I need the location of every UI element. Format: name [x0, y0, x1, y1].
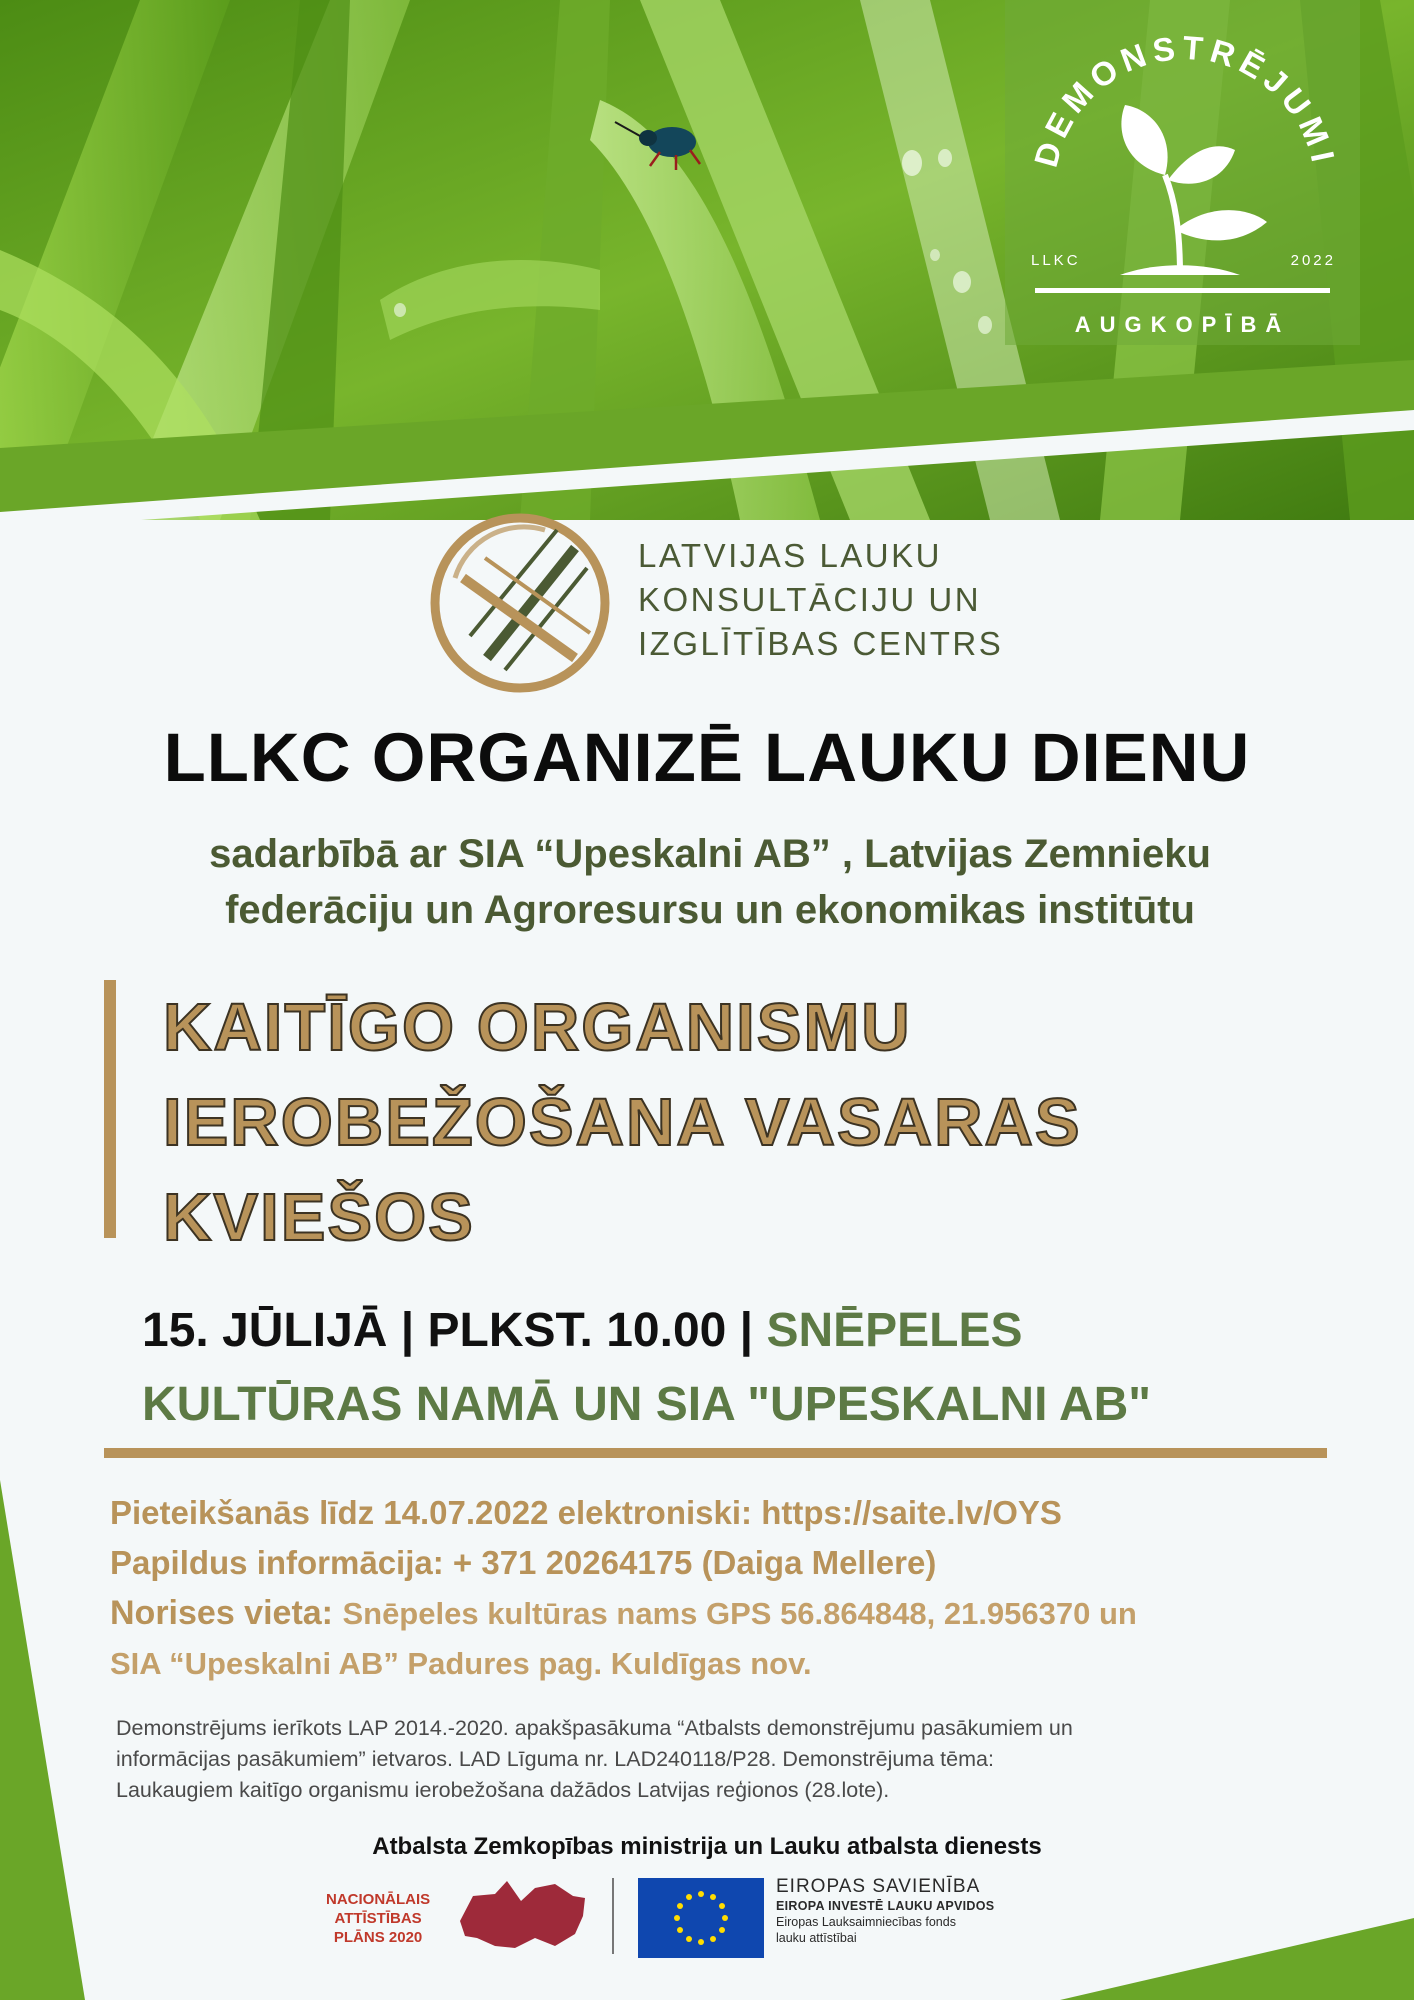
topic-line-3: KVIEŠOS [163, 1180, 475, 1255]
footer-logos [320, 1872, 1080, 1962]
badge-arc-text: DEMONSTRĒJUMI [1026, 28, 1343, 171]
fine-print-line-3: Laukaugiem kaitīgo organismu ierobežošana dažādos Latvijas reģionos (28.lote). [116, 1778, 890, 1802]
fine-print-line-1: Demonstrējums ierīkots LAP 2014.-2020. apakšpasākuma “Atbalsts demonstrējumu pasākumiem un [116, 1716, 1073, 1740]
event-place-1: SNĒPELES [766, 1304, 1023, 1357]
topic-line-2: IEROBEŽOŠANA VASARAS [163, 1085, 1082, 1160]
llkc-logo [425, 508, 1004, 698]
badge-subtitle: AUGKOPĪBĀ [1074, 312, 1291, 337]
venue-value: Snēpeles kultūras nams GPS 56.864848, 21.956370 un [342, 1596, 1137, 1631]
badge-llkc: LLKC [1031, 252, 1081, 269]
latvia-map-icon [455, 1876, 590, 1956]
nap-line-1: NACIONĀLAIS [326, 1891, 431, 1908]
logo-line-3: IZGLĪTĪBAS CENTRS [638, 625, 1004, 662]
nap-2020-logo [326, 1890, 430, 1947]
eu-line-1: EIROPA INVESTĒ LAUKU APVIDOS [776, 1899, 995, 1913]
topic-line-1: KAITĪGO ORGANISMU [163, 990, 912, 1065]
eu-fund-text [776, 1876, 994, 1946]
nap-line-2: ATTĪSTĪBAS [334, 1910, 422, 1927]
llkc-emblem-icon [425, 508, 615, 698]
eu-flag-icon [638, 1878, 764, 1958]
subheadline-line-2: federāciju un Agroresursu un ekonomikas institūtu [225, 888, 1195, 932]
fine-print [116, 1713, 1326, 1806]
logo-line-2: KONSULTĀCIJU UN [638, 581, 982, 618]
svg-text:DEMONSTRĒJUMI [1027, 29, 1343, 171]
venue-line-2: SIA “Upeskalni AB” Padures pag. Kuldīgas nov. [110, 1646, 812, 1681]
event-date-place [142, 1294, 1342, 1442]
section-divider [104, 1448, 1327, 1458]
contact-info: Papildus informācija: + 371 20264175 (Daiga Mellere) [110, 1544, 937, 1581]
logo-separator [612, 1878, 614, 1954]
eu-line-2: Eiropas Lauksaimniecības fonds [776, 1915, 956, 1929]
subheadline [60, 826, 1360, 938]
venue-label: Norises vieta: [110, 1594, 343, 1632]
event-place-2: KULTŪRAS NAMĀ UN SIA "UPESKALNI AB" [142, 1378, 1152, 1431]
fine-print-line-2: informācijas pasākumiem” ietvaros. LAD Līguma nr. LAD240118/P28. Demonstrējuma tēma: [116, 1747, 994, 1771]
subheadline-line-1: sadarbībā ar SIA “Upeskalni AB” , Latvijas Zemnieku [209, 832, 1211, 876]
registration-info[interactable]: Pieteikšanās līdz 14.07.2022 elektroniski: https://saite.lv/OYS [110, 1494, 1062, 1531]
badge-year: 2022 [1290, 252, 1336, 269]
eu-line-3: lauku attīstībai [776, 1931, 857, 1945]
demonstrejumi-badge [1005, 0, 1360, 345]
support-line: Atbalsta Zemkopības ministrija un Lauku atbalsta dienests [372, 1833, 1042, 1860]
eu-title: EIROPAS SAVIENĪBA [776, 1876, 981, 1897]
topic-accent-bar [104, 980, 116, 1238]
sprout-icon [1120, 105, 1267, 275]
event-info [110, 1488, 1330, 1689]
nap-line-3: PLĀNS 2020 [333, 1929, 423, 1946]
logo-line-1: LATVIJAS LAUKU [638, 537, 942, 574]
headline: LLKC ORGANIZĒ LAUKU DIENU [163, 719, 1251, 796]
topic-title [163, 980, 1263, 1265]
event-date-time: 15. JŪLIJĀ | PLKST. 10.00 | [142, 1304, 767, 1357]
